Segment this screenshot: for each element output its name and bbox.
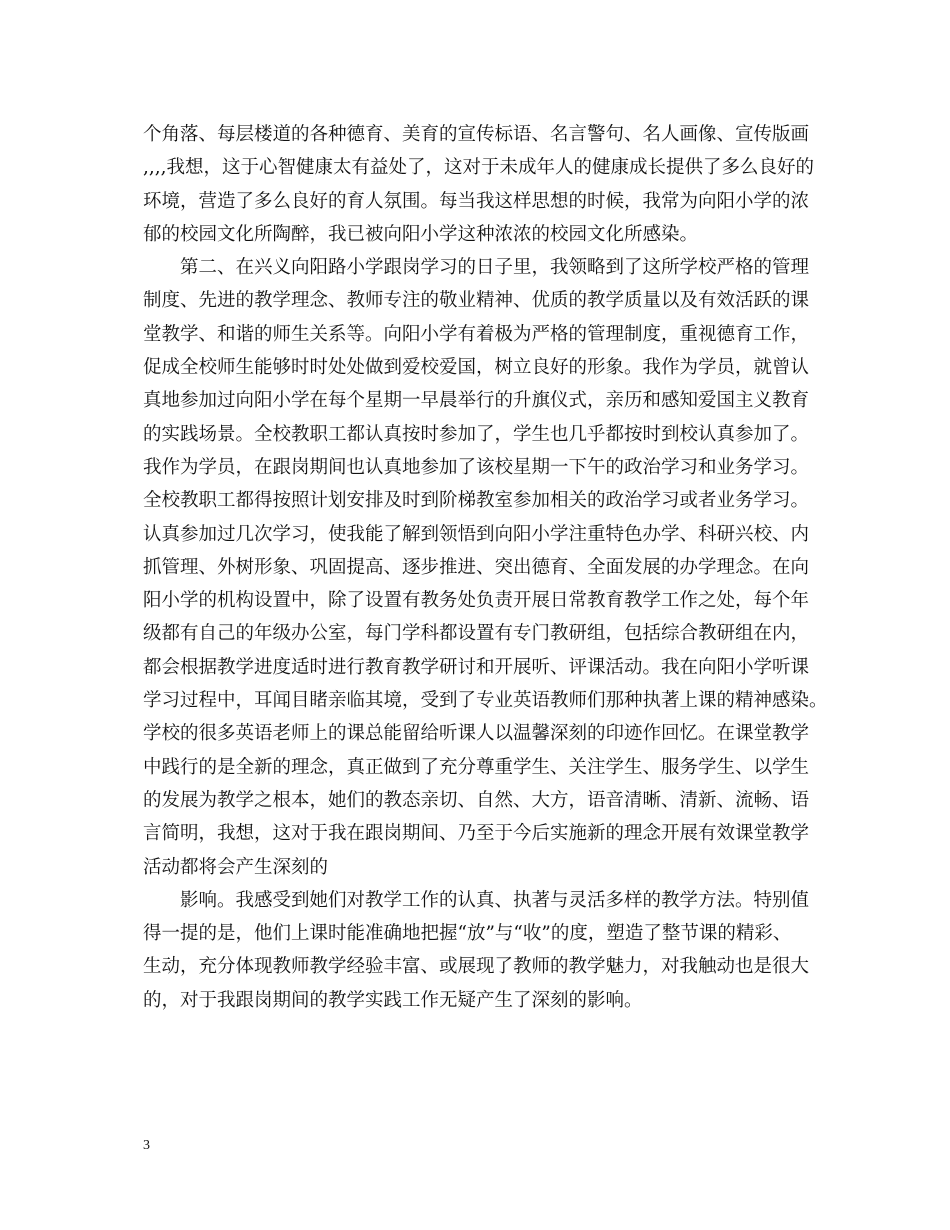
text-line: 促成全校师生能够时时处处做到爱校爱国，树立良好的形象。我作为学员，就曾认 (143, 357, 810, 379)
text-line: 我作为学员，在跟岗期间也认真地参加了该校星期一下午的政治学习和业务学习。 (143, 456, 810, 478)
text-line: 全校教职工都得按照计划安排及时到阶梯教室参加相关的政治学习或者业务学习。 (143, 490, 810, 512)
text-line: 第二、在兴义向阳路小学跟岗学习的日子里，我领略到了这所学校严格的管理 (180, 257, 810, 279)
text-line: 认真参加过几次学习，使我能了解到领悟到向阳小学注重特色办学、科研兴校、内 (143, 523, 810, 545)
text-line: 堂教学、和谐的师生关系等。向阳小学有着极为严格的管理制度，重视德育工作， (143, 323, 810, 345)
text-line: 的实践场景。全校教职工都认真按时参加了，学生也几乎都按时到校认真参加了。 (143, 423, 810, 445)
document-body (143, 118, 828, 1017)
text-line: 的发展为教学之根本，她们的教态亲切、自然、大方，语音清晰、清新、流畅、语 (143, 789, 810, 811)
text-line: ,,,,我想，这于心智健康太有益处了，这对于未成年人的健康成长提供了多么良好的 (143, 157, 815, 179)
text-line: 都会根据教学进度适时进行教育教学研讨和开展听、评课活动。我在向阳小学听课 (143, 656, 810, 678)
text-line: 个角落、每层楼道的各种德育、美育的宣传标语、名言警句、名人画像、宣传版画 (143, 124, 810, 145)
text-line: 制度、先进的教学理念、教师专注的敬业精神、优质的教学质量以及有效活跃的课 (143, 290, 810, 312)
text-line: 活动都将会产生深刻的 (143, 856, 329, 878)
text-line: 的，对于我跟岗期间的教学实践工作无疑产生了深刻的影响。 (143, 989, 643, 1011)
text-line: 学校的很多英语老师上的课总能留给听课人以温馨深刻的印迹作回忆。在课堂教学 (143, 723, 810, 745)
text-line: 学习过程中，耳闻目睹亲临其境，受到了专业英语教师们那种执著上课的精神感染。 (143, 690, 828, 712)
page-number: 3 (143, 1138, 150, 1153)
text-line: 中践行的是全新的理念，真正做到了充分尊重学生、关注学生、服务学生、以学生 (143, 756, 810, 778)
text-line: 得一提的是，他们上课时能准确地把握“放”与“收”的度，塑造了整节课的精彩、 (143, 923, 792, 945)
text-line: 影响。我感受到她们对教学工作的认真、执著与灵活多样的教学方法。特别值 (180, 889, 810, 911)
text-line: 抓管理、外树形象、巩固提高、逐步推进、突出德育、全面发展的办学理念。在向 (143, 556, 810, 578)
text-line: 生动，充分体现教师教学经验丰富、或展现了教师的教学魅力，对我触动也是很大 (143, 956, 810, 978)
text-line: 阳小学的机构设置中，除了设置有教务处负责开展日常教育教学工作之处，每个年 (143, 590, 810, 612)
text-line: 郁的校园文化所陶醉，我已被向阳小学这种浓浓的校园文化所感染。 (143, 223, 699, 245)
text-line: 真地参加过向阳小学在每个星期一早晨举行的升旗仪式，亲历和感知爱国主义教育 (143, 390, 810, 412)
text-line: 级都有自己的年级办公室，每门学科都设置有专门教研组，包括综合教研组在内， (143, 623, 810, 645)
text-line: 环境，营造了多么良好的育人氛围。每当我这样思想的时候，我常为向阳小学的浓 (143, 190, 810, 212)
text-line: 言简明，我想，这对于我在跟岗期间、乃至于今后实施新的理念开展有效课堂教学 (143, 823, 810, 845)
